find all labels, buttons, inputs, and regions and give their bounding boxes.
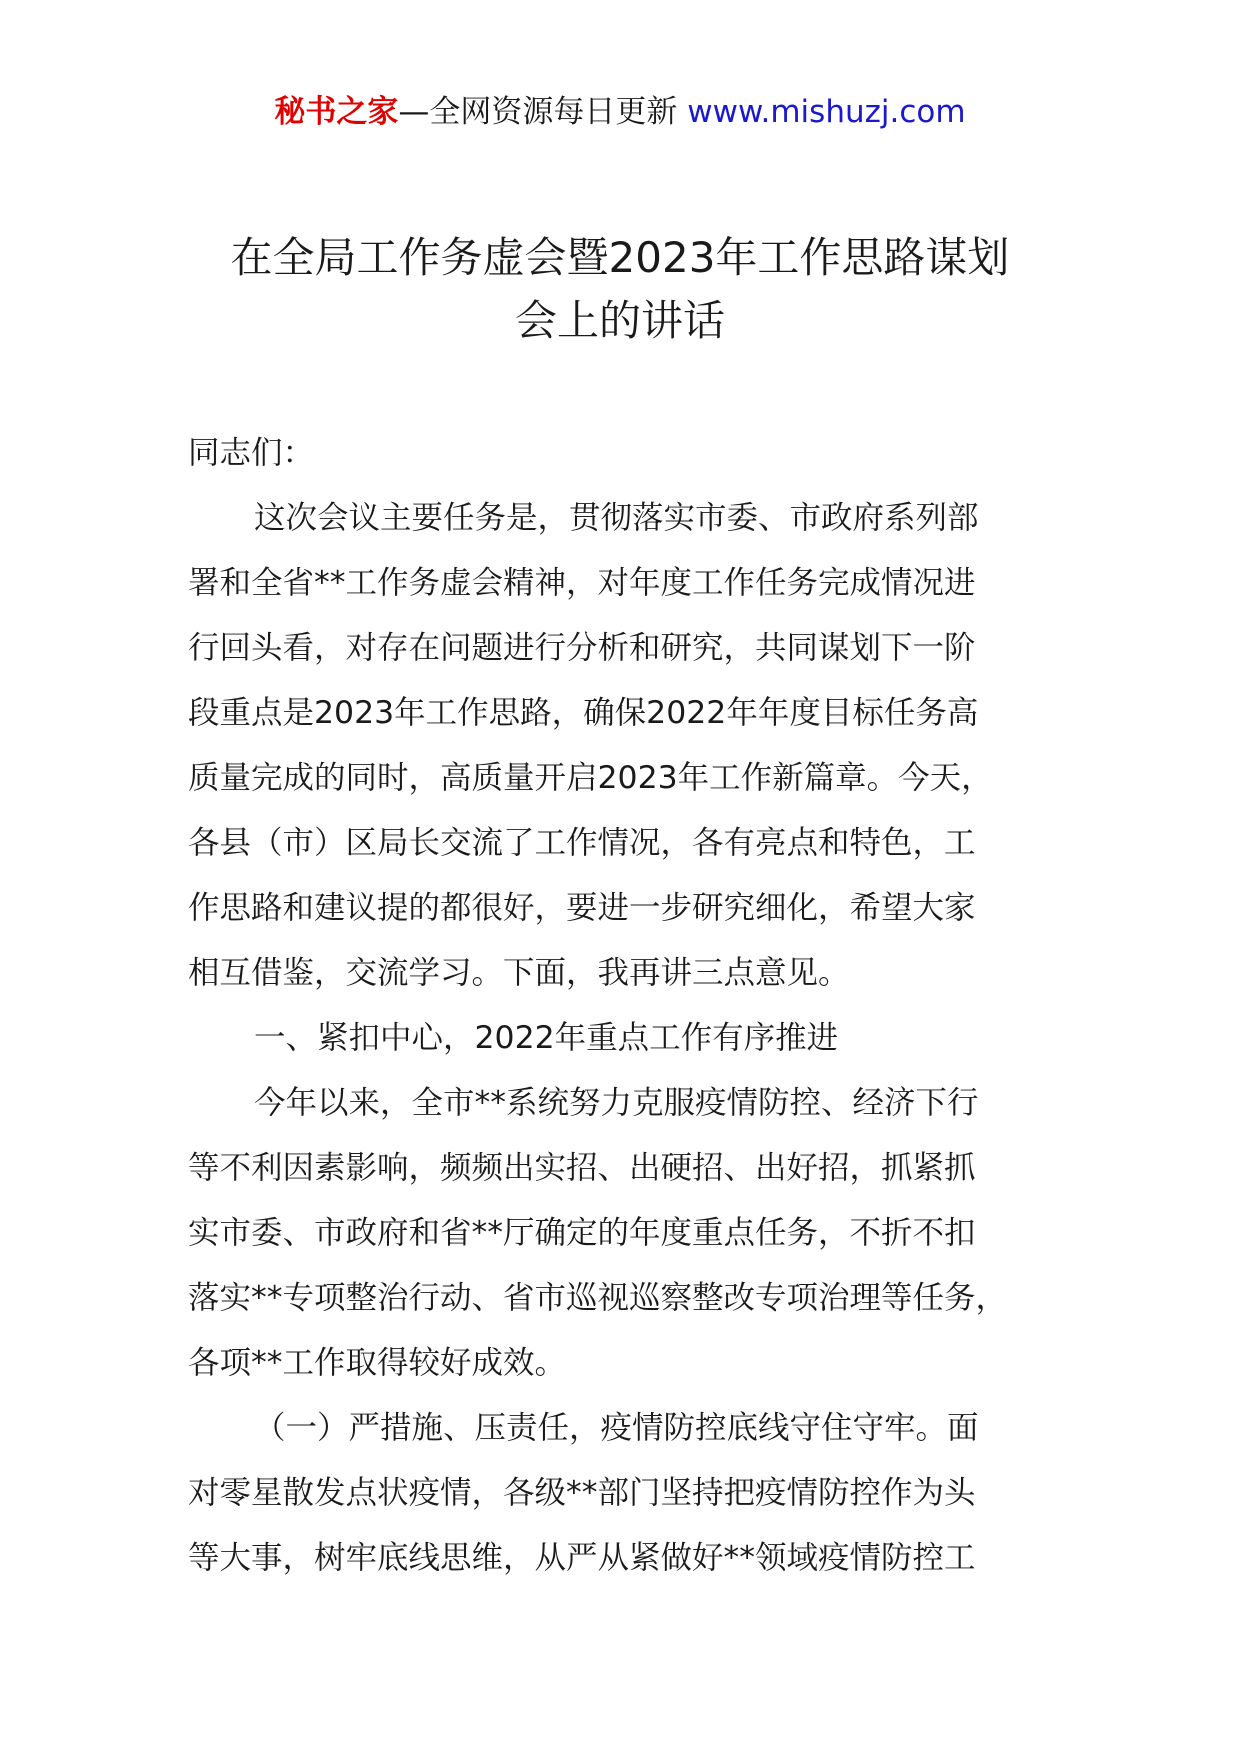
paragraph-line: 各县（市）区局长交流了工作情况，各有亮点和特色，工 — [188, 825, 976, 861]
paragraph-line: 署和全省**工作务虚会精神，对年度工作任务完成情况进 — [188, 565, 976, 601]
paragraph-line: 对零星散发点状疫情，各级**部门坚持把疫情防控作为头 — [188, 1475, 976, 1511]
document-body — [188, 421, 1068, 1591]
paragraph-line: 作思路和建议提的都很好，要进一步研究细化，希望大家 — [188, 890, 976, 926]
paragraph-line: 段重点是2023年工作思路，确保2022年年度目标任务高 — [188, 695, 979, 731]
title-line-1: 在全局工作务虚会暨2023年工作思路谋划 — [230, 233, 1010, 282]
paragraph-line: 实市委、市政府和省**厅确定的年度重点任务，不折不扣 — [188, 1215, 976, 1251]
paragraph-line: 行回头看，对存在问题进行分析和研究，共同谋划下一阶 — [188, 630, 976, 666]
paragraph-line: 质量完成的同时，高质量开启2023年工作新篇章。今天， — [188, 760, 993, 796]
header-slogan: —全网资源每日更新 — [398, 94, 678, 130]
paragraph-line: 这次会议主要任务是，贯彻落实市委、市政府系列部 — [254, 500, 979, 536]
paragraph-line: 各项**工作取得较好成效。 — [188, 1345, 567, 1381]
subsection-heading: （一）严措施、压责任，疫情防控底线守住守牢。面 — [254, 1410, 979, 1446]
site-header — [0, 92, 1240, 132]
paragraph-line: 相互借鉴，交流学习。下面，我再讲三点意见。 — [188, 955, 850, 991]
salutation: 同志们： — [188, 435, 315, 471]
paragraph-line: 落实**专项整治行动、省市巡视巡察整改专项治理等任务， — [188, 1280, 1008, 1316]
document-title — [150, 226, 1090, 352]
brand-name: 秘书之家 — [274, 94, 399, 130]
paragraph-line: 等不利因素影响，频频出实招、出硬招、出好招，抓紧抓 — [188, 1150, 976, 1186]
site-url-link[interactable]: www.mishuzj.com — [687, 94, 966, 130]
title-line-2: 会上的讲话 — [514, 296, 725, 345]
paragraph-line: 今年以来，全市**系统努力克服疫情防控、经济下行 — [254, 1085, 979, 1121]
section-heading: 一、紧扣中心，2022年重点工作有序推进 — [254, 1020, 839, 1056]
paragraph-line: 等大事，树牢底线思维，从严从紧做好**领域疫情防控工 — [188, 1540, 976, 1576]
